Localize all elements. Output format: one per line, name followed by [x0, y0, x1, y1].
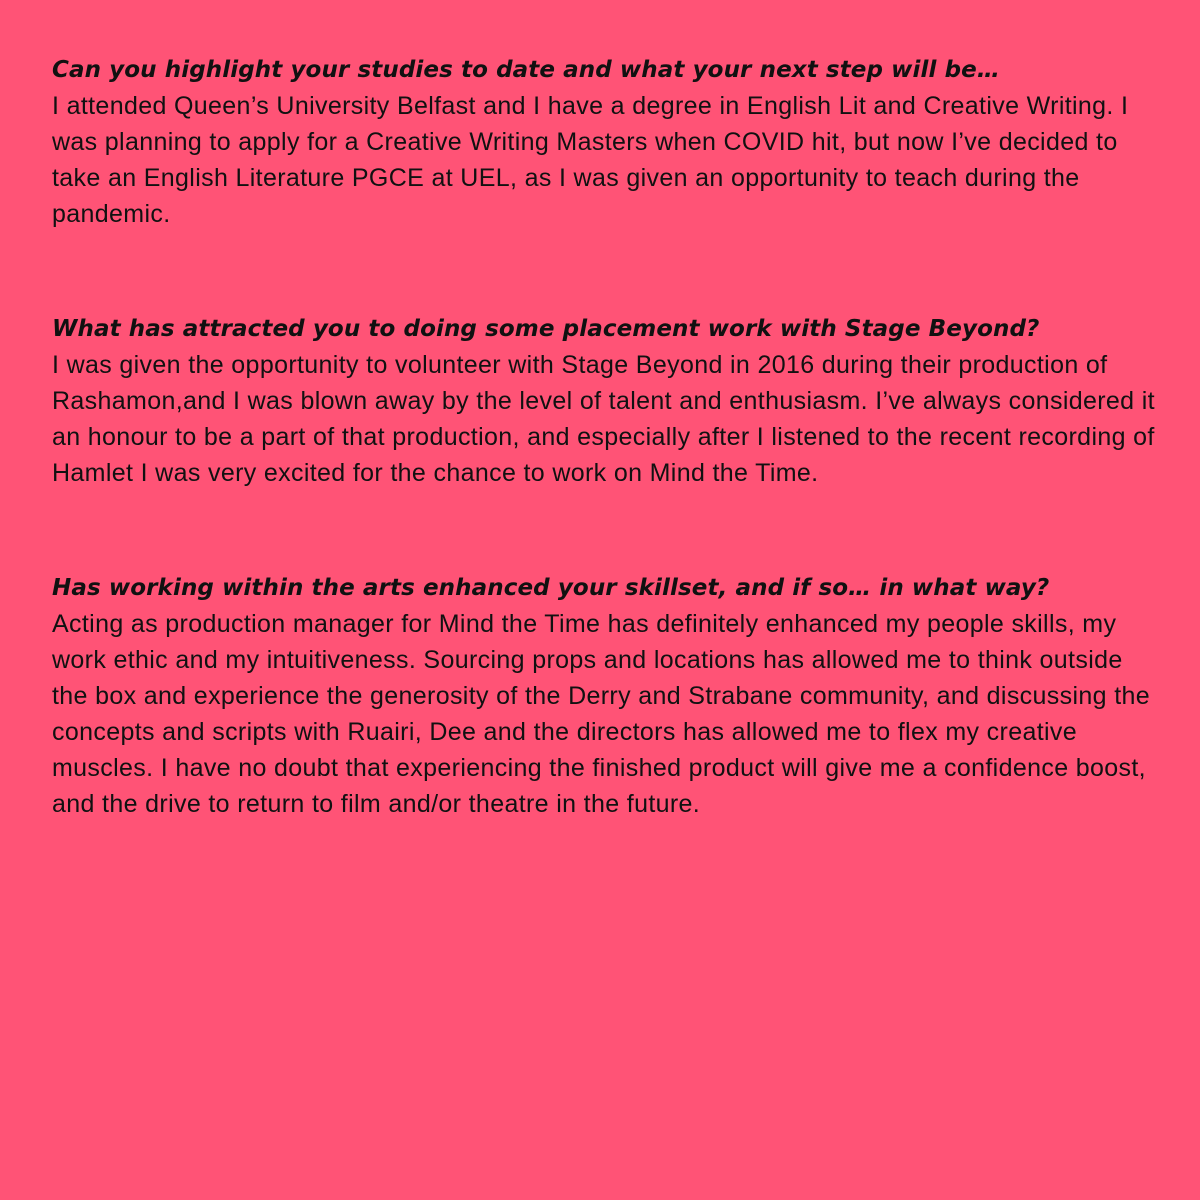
question-skillset: Has working within the arts enhanced your skillset, and if so… in what way? [52, 575, 1050, 601]
question-studies: Can you highlight your studies to date and what your next step will be… [52, 57, 1000, 83]
qa-section-placement [52, 311, 1160, 491]
qa-section-skillset [52, 570, 1160, 822]
answer-studies: I attended Queen’s University Belfast and I have a degree in English Lit and Creative Writing. I was planning to apply for a Creative Writing Masters when COVID hit, but now I’ve decided to take an English Literature PGCE at UEL, as I was given an opportunity to teach during the pandemic. [52, 92, 1129, 228]
answer-skillset: Acting as production manager for Mind the Time has definitely enhanced my people skills, my work ethic and my intuitiveness. Sourcing props and locations has allowed me to think outside the box and experience the generosity of the Derry and Strabane community, and discussing the concepts and scripts with Ruairi, Dee and the directors has allowed me to flex my creative muscles. I have no doubt that experiencing the finished product will give me a confidence boost, and the drive to return to film and/or theatre in the future. [52, 610, 1150, 818]
question-placement: What has attracted you to doing some placement work with Stage Beyond? [52, 316, 1040, 342]
answer-placement: I was given the opportunity to volunteer with Stage Beyond in 2016 during their production of Rashamon,and I was blown away by the level of talent and enthusiasm. I’ve always considered it an honour to be a part of that production, and especially after I listened to the recent recording of Hamlet I was very excited for the chance to work on Mind the Time. [52, 351, 1155, 487]
qa-section-studies [52, 52, 1160, 232]
